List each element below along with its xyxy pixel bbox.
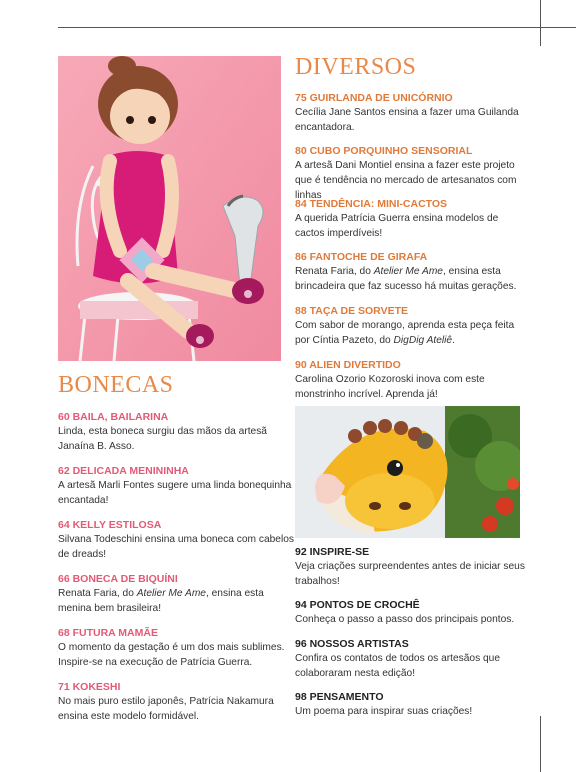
section-title-diversos: DIVERSOS (295, 54, 417, 80)
entry-heading: 71 KOKESHI (58, 681, 121, 693)
entry-description: Um poema para inspirar suas criações! (295, 706, 473, 717)
entry-description: Renata Faria, do Atelier Me Ame, ensina esta brincadeira que faz sucesso há muitas gerações. (295, 266, 517, 292)
entry-heading: 88 TAÇA DE SORVETE (295, 305, 408, 317)
entry-description: A querida Patrícia Guerra ensina modelos de cactos imperdíveis! (295, 213, 499, 239)
entry-description: No mais puro estilo japonês, Patrícia Nakamura ensina este modelo formidável. (58, 696, 274, 722)
entry-heading: 60 BAILA, BAILARINA (58, 411, 169, 423)
right-rule-top (540, 0, 541, 46)
toc-entry[interactable] (295, 358, 527, 402)
toc-entry[interactable] (295, 690, 527, 719)
entry-description: Com sabor de morango, aprenda esta peça feita por Cíntia Pazeto, do DigDig Ateliê. (295, 320, 515, 346)
toc-entry[interactable] (295, 144, 527, 203)
giraffe-puppet-photo (295, 406, 520, 538)
toc-entry[interactable] (295, 637, 527, 681)
entry-description: Silvana Todeschini ensina uma boneca com cabelos de dreads! (58, 534, 294, 560)
toc-entry[interactable] (58, 410, 298, 454)
toc-entry[interactable] (295, 545, 527, 589)
toc-entry[interactable] (295, 304, 527, 348)
entry-description: Cecília Jane Santos ensina a fazer uma Guilanda encantadora. (295, 107, 519, 133)
right-rule-bottom (540, 716, 541, 772)
toc-entry[interactable] (58, 680, 298, 724)
toc-entry[interactable] (58, 464, 298, 508)
toc-entry[interactable] (295, 91, 527, 135)
entry-description: Renata Faria, do Atelier Me Ame, ensina esta menina bem brasileira! (58, 588, 264, 614)
toc-entry[interactable] (58, 518, 298, 562)
entry-heading: 84 TENDÊNCIA: MINI-CACTOS (295, 198, 448, 210)
entry-heading: 64 KELLY ESTILOSA (58, 519, 162, 531)
section-title-bonecas: BONECAS (58, 372, 174, 398)
top-rule (58, 27, 576, 28)
entry-description: A artesã Marli Fontes sugere uma linda bonequinha encantada! (58, 480, 292, 506)
toc-entry[interactable] (295, 598, 527, 627)
entry-description: A artesã Dani Montiel ensina a fazer este projeto que é tendência no mercado de artesanatos com linhas (295, 160, 517, 201)
entry-description: Linda, esta boneca surgiu das mãos da artesã Janaína B. Asso. (58, 426, 267, 452)
entry-description: O momento da gestação é um dos mais sublimes. Inspire-se na execução de Patrícia Guerra. (58, 642, 285, 668)
entry-description: Veja criações surpreendentes antes de iniciar seus trabalhos! (295, 561, 525, 587)
entry-description: Carolina Ozorio Kozoroski inova com este monstrinho incrível. Aprenda já! (295, 374, 485, 400)
entry-heading: 68 FUTURA MAMÃE (58, 627, 158, 639)
entry-heading: 92 INSPIRE-SE (295, 546, 370, 558)
entry-heading: 86 FANTOCHE DE GIRAFA (295, 251, 428, 263)
crochet-doll-photo (58, 56, 281, 361)
entry-description: Confira os contatos de todos os artesãos que colaboraram nesta edição! (295, 653, 501, 679)
entry-heading: 66 BONECA DE BIQUÍNI (58, 573, 178, 585)
toc-entry[interactable] (58, 572, 298, 616)
toc-entry[interactable] (295, 197, 527, 241)
toc-entry[interactable] (58, 626, 298, 670)
entry-heading: 90 ALIEN DIVERTIDO (295, 359, 401, 371)
entry-heading: 98 PENSAMENTO (295, 691, 384, 703)
toc-entry[interactable] (295, 250, 527, 294)
entry-description: Conheça o passo a passo dos principais pontos. (295, 614, 515, 625)
entry-heading: 80 CUBO PORQUINHO SENSORIAL (295, 145, 473, 157)
entry-heading: 62 DELICADA MENININHA (58, 465, 189, 477)
entry-heading: 94 PONTOS DE CROCHÊ (295, 599, 420, 611)
entry-heading: 75 GUIRLANDA DE UNICÓRNIO (295, 92, 453, 104)
entry-heading: 96 NOSSOS ARTISTAS (295, 638, 409, 650)
